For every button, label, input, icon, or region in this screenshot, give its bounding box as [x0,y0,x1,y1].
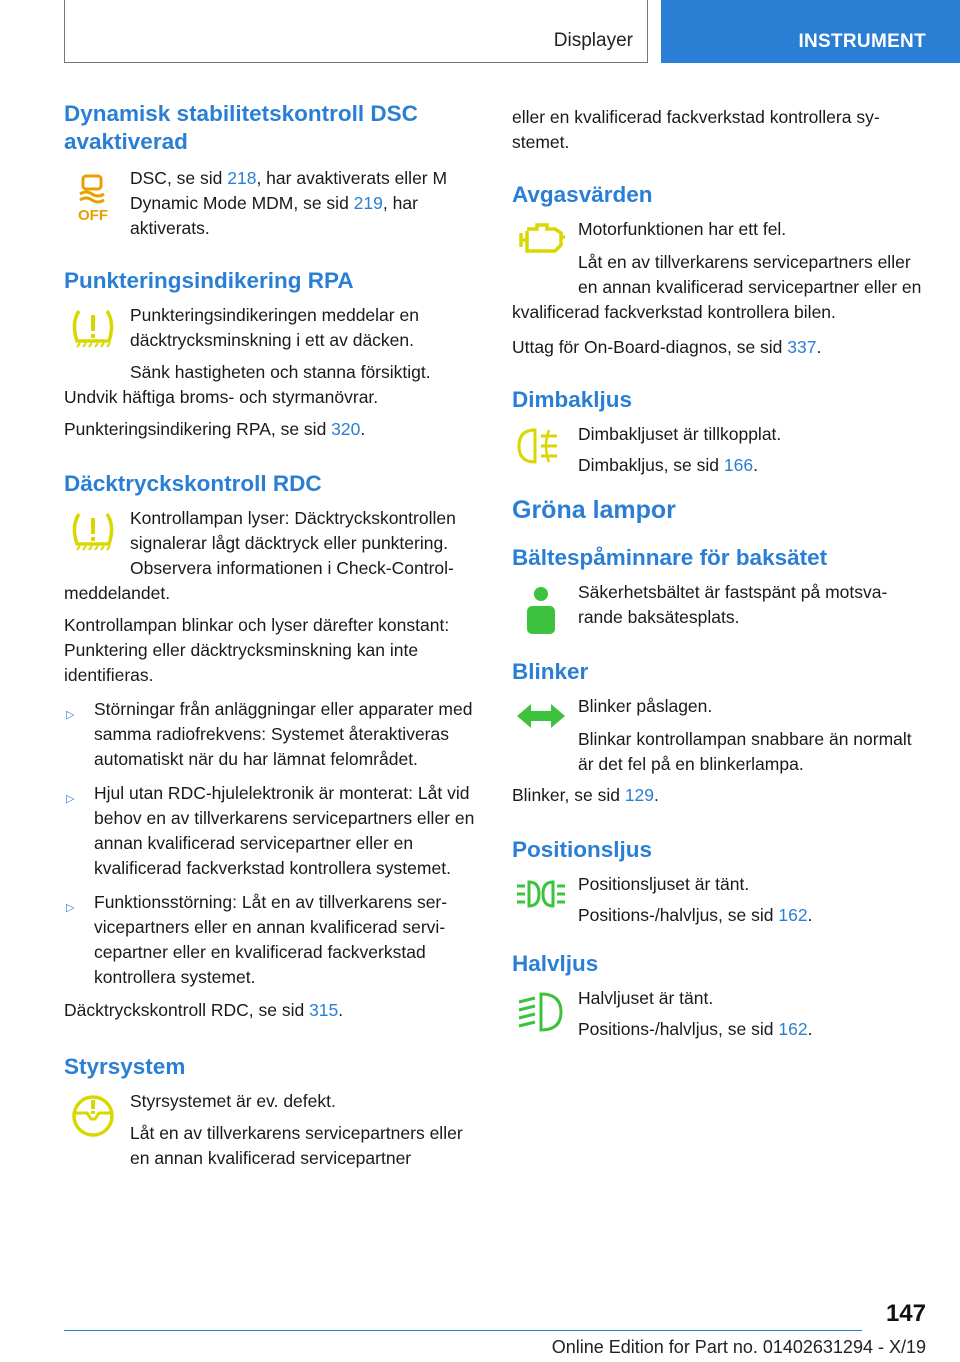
triangle-bullet-icon: ▷ [66,902,75,914]
blinker-p2: Blinkar kontrollampan snabbare än normalt är det fel på en blinkerlampa. [578,729,912,774]
header-chapter-box [661,0,960,63]
list-item: ▷ Funktionsstörning: Låt en av tillverkarens servicepartners eller en annan kvalificerad servicepartner eller en kvalificerad fackverkstad kontrollera systemet. [66,892,448,987]
rpa-p1: Punkteringsindikeringen meddelar en däcktrycksminskning i ett av däcken. [130,305,419,350]
heading-blinker: Blinker [512,659,589,684]
seatbelt-icon [512,582,570,642]
page-link-337[interactable]: 337 [787,337,817,357]
avgas-p1: Motorfunktionen har ett fel. [578,219,787,239]
dsc-entry [64,166,478,241]
continued-text: eller en kvalificerad fackverkstad kontrollera systemet. [512,107,880,152]
heading-rdc: Däcktryckskontroll RDC [64,471,322,496]
rpa-p2: Sänk hastigheten och stanna försiktigt. Undvik häftiga broms- och styrmanövrar. [64,362,431,407]
list-item: ▷ Hjul utan RDC-hjulelektronik är monterat: Låt vid behov en av tillverkarens servicepartners eller en annan kvalificerad servicepartner eller en kvalificerad fackverkstad kontrollera systemet. [66,783,475,878]
rdc-ref: Däcktryckskontroll RDC, se sid 315. [64,1000,344,1020]
page-link-320[interactable]: 320 [331,419,361,439]
right-column [512,105,926,1048]
dsc-off-icon [64,168,122,228]
heading-avgas: Avgasvärden [512,182,653,207]
blinker-entry [512,694,926,777]
header-section-title: Displayer [553,30,633,51]
page-link-162-pos[interactable]: 162 [778,905,808,925]
page-link-129[interactable]: 129 [624,785,655,805]
page-link-219[interactable]: 219 [353,193,383,213]
footer-divider [64,1330,862,1331]
rdc-entry [64,506,478,606]
position-light-icon [512,874,570,934]
heading-styr: Styrsystem [64,1054,186,1079]
heading-grona-lampor: Gröna lampor [512,496,676,524]
heading-dsc: Dynamisk stabilitetskontroll DSC avaktiverad [64,101,418,154]
rdc-p2: Kontrollampan blinkar och lyser därefter konstant: Punktering eller däcktrycksminskning kan inte identifieras. [64,615,450,685]
pos-entry [512,872,926,934]
tire-warning-icon [64,305,122,365]
dimbak-entry [512,422,926,484]
avgas-p2: Låt en av tillverkarens servicepartners eller en annan kvalificerad servicepartner eller en kvalificerad fackverkstad kontrollera bilen. [512,252,922,322]
page-number: 147 [885,1300,926,1327]
balte-p1: Säkerhetsbältet är fastspänt på motsvarande baksätesplats. [578,582,888,627]
styr-p1: Styrsystemet är ev. defekt. [130,1091,336,1111]
triangle-bullet-icon: ▷ [66,793,75,805]
heading-dimbak: Dimbakljus [512,387,633,412]
turn-signal-icon [512,696,570,756]
dimbak-p1: Dimbakljuset är tillkopplat. [578,424,782,444]
rpa-ref: Punkteringsindikering RPA, se sid 320. [64,419,366,439]
list-item: ▷ Störningar från anläggningar eller apparater med samma radiofrekvens: Systemet återaktiveras automatiskt när du har lämnat felområdet. [66,699,473,769]
engine-icon [512,219,570,279]
balte-entry [512,580,926,644]
halv-entry [512,986,926,1048]
halv-p1: Halvljuset är tänt. [578,988,714,1008]
edition-footer: Online Edition for Part no. 01402631294 - X/19 [551,1337,926,1357]
halv-ref: Positions-/halvljus, se sid 162. [578,1019,813,1039]
page-link-162-halv[interactable]: 162 [778,1019,808,1039]
header-section-box [64,0,648,63]
low-beam-icon [512,988,570,1048]
heading-rpa: Punkteringsindikering RPA [64,268,354,293]
rdc-p1: Kontrollampan lyser: Däcktryckskontrollen signalerar lågt däcktryck eller punktering. Observera informationen i Check-Control-meddelandet. [64,508,456,603]
steering-warning-icon [64,1091,122,1151]
blinker-p1: Blinker påslagen. [578,696,713,716]
page-link-166[interactable]: 166 [723,455,754,475]
tire-pressure-icon [64,508,122,568]
pos-p1: Positionsljuset är tänt. [578,874,750,894]
styr-entry [64,1089,478,1171]
blinker-ref: Blinker, se sid 129. [512,785,659,805]
pos-ref: Positions-/halvljus, se sid 162. [578,905,813,925]
dsc-text: DSC, se sid 218, har avaktiverats eller M Dynamic Mode MDM, se sid 219, har aktiverats. [130,168,448,238]
rear-fog-light-icon [512,424,570,484]
heading-pos: Positionsljus [512,837,653,862]
rdc-bullet-list [64,697,478,990]
dimbak-ref: Dimbakljus, se sid 166. [578,455,758,475]
page-link-218[interactable]: 218 [227,168,257,188]
page-link-315[interactable]: 315 [309,1000,339,1020]
heading-halv: Halvljus [512,951,599,976]
avgas-ref: Uttag för On-Board-diagnos, se sid 337. [512,337,822,357]
avgas-entry [512,217,926,325]
left-column [64,100,478,1171]
rpa-entry [64,303,478,410]
heading-balte: Bältespåminnare för baksätet [512,545,828,570]
dsc-icon-text: OFF [78,207,108,224]
header-chapter-title: INSTRUMENT [798,31,926,52]
styr-p2: Låt en av tillverkarens servicepartners eller en annan kvalificerad servicepartner [130,1123,463,1168]
triangle-bullet-icon: ▷ [66,709,75,721]
